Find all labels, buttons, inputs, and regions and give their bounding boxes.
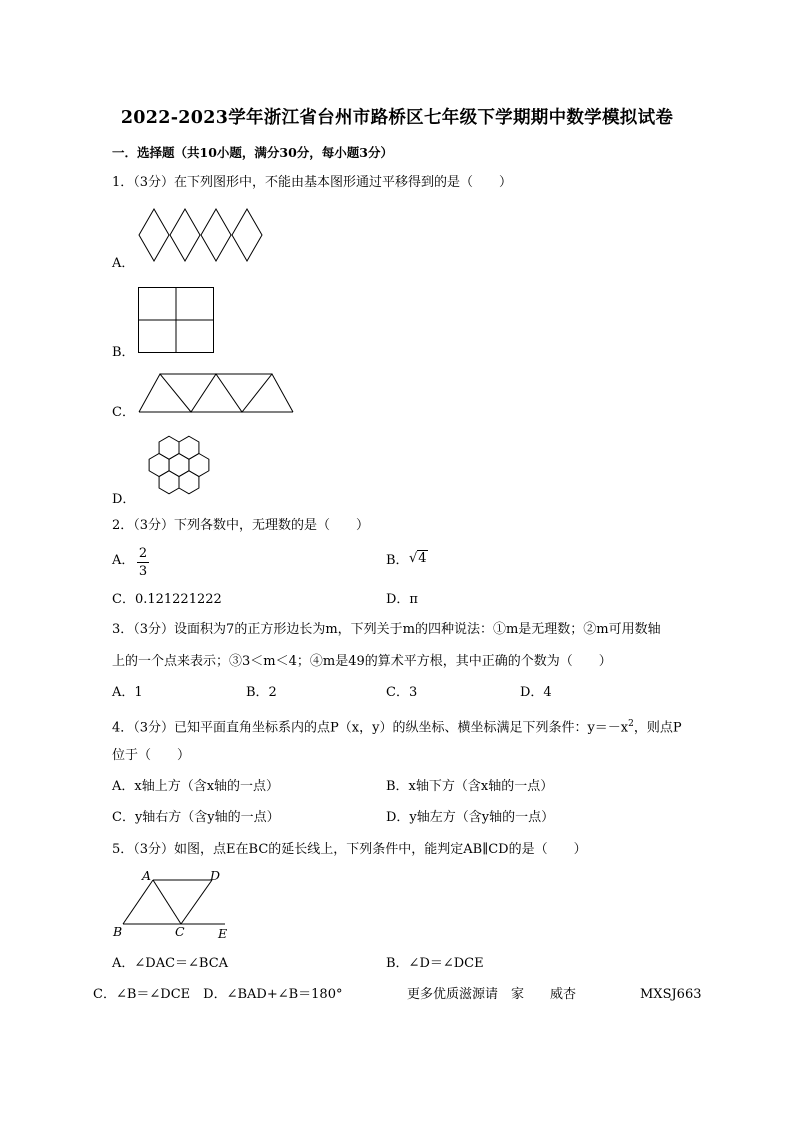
hexagon-cell — [159, 436, 179, 459]
q4-stem-line1 — [112, 716, 682, 736]
sqrt-icon: √ — [409, 551, 418, 566]
q4-option-c[interactable]: C．y轴右方（含y轴的一点） — [112, 810, 280, 825]
q2-option-a-fraction — [137, 546, 149, 579]
hexagon-cell — [179, 436, 199, 459]
q1-stem: 1．（3分）在下列图形中，不能由基本图形通过平移得到的是（ ） — [112, 175, 513, 190]
footer-code: MXSJ663 — [640, 987, 702, 1002]
q1-option-d[interactable]: D． — [112, 492, 136, 507]
q5-point-d: D — [210, 868, 221, 883]
q1-option-b-square-grid-figure — [138, 287, 214, 353]
q3-option-b[interactable]: B．2 — [246, 685, 277, 700]
q2-option-b-label[interactable]: B． — [386, 553, 409, 568]
q5-geometry-figure — [122, 878, 226, 926]
q3-option-d[interactable]: D．4 — [520, 685, 552, 700]
q5-point-b: B — [113, 924, 123, 939]
q1-option-a-rhombus-figure — [138, 208, 266, 262]
fraction-bar — [137, 562, 149, 563]
q3-option-a[interactable]: A．1 — [112, 685, 143, 700]
q5-point-c: C — [175, 924, 185, 939]
q5-option-cd[interactable]: C．∠B＝∠DCE D．∠BAD+∠B＝180° — [93, 987, 343, 1002]
q4-option-d[interactable]: D．y轴左方（含y轴的一点） — [386, 810, 555, 825]
q5-point-a: A — [142, 868, 152, 883]
q2-option-d[interactable]: D．π — [386, 592, 418, 607]
footer-watermark-text: 更多优质滋源请 家 威杏 — [407, 987, 577, 1002]
q2-stem: 2．（3分）下列各数中，无理数的是（ ） — [112, 518, 370, 533]
q3-option-c[interactable]: C．3 — [386, 685, 418, 700]
q5-point-e: E — [218, 926, 228, 941]
q5-option-a[interactable]: A．∠DAC＝∠BCA — [112, 956, 229, 971]
q2-option-c[interactable]: C．0.121221222 — [112, 592, 222, 607]
section-heading: 一．选择题（共10小题，满分30分，每小题3分） — [112, 145, 393, 160]
page-title: 2022-2023学年浙江省台州市路桥区七年级下学期期中数学模拟试卷 — [120, 108, 674, 128]
q5-option-b[interactable]: B．∠D＝∠DCE — [386, 956, 484, 971]
q3-stem-line2: 上的一个点来表示；③3＜m＜4；④m是49的算术平方根，其中正确的个数为（ ） — [112, 654, 612, 669]
fraction-numerator: 2 — [138, 546, 148, 561]
fraction-denominator: 3 — [138, 564, 148, 579]
sqrt-radicand: 4 — [418, 551, 427, 566]
q5-stem: 5．（3分）如图，点E在BC的延长线上，下列条件中，能判定AB∥CD的是（ ） — [112, 842, 587, 857]
q4-exponent: 2 — [628, 719, 634, 729]
q1-option-c[interactable]: C． — [112, 405, 135, 420]
q4-option-b[interactable]: B．x轴下方（含x轴的一点） — [386, 779, 554, 794]
q1-option-d-hexagon-figure — [138, 430, 220, 500]
q4-option-a[interactable]: A．x轴上方（含x轴的一点） — [112, 779, 280, 794]
q1-option-a[interactable]: A． — [112, 256, 135, 271]
q1-option-b[interactable]: B． — [112, 345, 135, 360]
q2-option-b-sqrt — [409, 551, 428, 566]
q4-stem-part2: ，则点P — [633, 720, 682, 736]
q1-option-c-triangle-strip-figure — [138, 373, 294, 413]
q4-stem-part1: 4．（3分）已知平面直角坐标系内的点P（x，y）的纵坐标、横坐标满足下列条件：y＝－x — [112, 720, 629, 736]
q4-stem-line2: 位于（ ） — [112, 748, 191, 763]
hexagon-cell — [179, 471, 199, 494]
hexagon-cell — [159, 471, 179, 494]
q3-stem-line1: 3．（3分）设面积为7的正方形边长为m，下列关于m的四种说法：①m是无理数；②m可用数轴 — [112, 622, 661, 637]
q2-option-a-label[interactable]: A． — [112, 553, 135, 568]
